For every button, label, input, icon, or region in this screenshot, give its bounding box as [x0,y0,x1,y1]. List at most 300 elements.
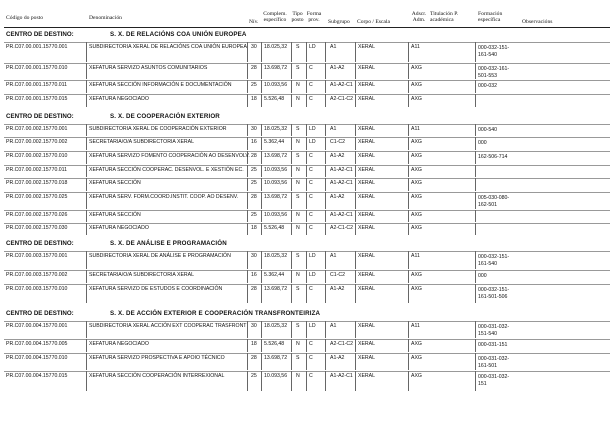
header-adscricion: Adscr. Adm. [411,11,427,24]
cell-nivel: 16 [251,272,257,278]
cell-nivel: 28 [251,286,257,292]
column-divider [355,321,356,338]
header-codigo: Código do posto [6,15,43,21]
cell-subgrupo: A1-A2-C1 [330,82,353,88]
column-divider [475,178,476,191]
cell-code: PR.C07.00.001.15770.015 [6,96,68,102]
cell-tipo: N [296,139,300,145]
cell-code: PR.C07.00.002.15770.026 [6,212,68,218]
column-divider [261,192,262,209]
cell-corpo: XERAL [358,286,376,292]
cell-subgrupo: A1-A2 [330,194,345,200]
column-divider [247,137,248,150]
cell-nivel: 18 [251,341,257,347]
column-divider [261,165,262,177]
cell-formacion: 000-540 [478,127,498,133]
section-label: CENTRO DE DESTINO: [6,240,74,247]
column-divider [325,223,326,235]
column-divider [86,353,87,370]
column-divider [306,371,307,391]
cell-subgrupo: C1-C2 [330,272,345,278]
cell-adscricion: A11 [411,44,420,50]
column-divider [408,339,409,352]
cell-formacion: 000-032-151-161-540 [478,45,510,58]
cell-code: PR.C07.00.001.15770.010 [6,65,68,71]
column-divider [86,339,87,352]
column-divider [306,223,307,235]
cell-nivel: 28 [251,355,257,361]
header-nivel: Nív. [249,19,259,25]
column-divider [475,210,476,222]
column-divider [355,251,356,269]
cell-nivel: 30 [251,253,257,259]
section-title: S. X. DE ACCIÓN EXTERIOR E COOPERACIÓN TRANSFRONTEIRIZA [110,310,321,317]
column-divider [475,321,476,338]
column-divider [475,94,476,107]
column-divider [355,178,356,191]
cell-tipo: S [296,355,300,361]
header-observacions: Observacións [522,19,553,25]
cell-denominacion: XEFATURA NEGOCIADO [89,225,149,231]
row-separator [4,210,610,211]
cell-corpo: XERAL [358,225,376,231]
column-divider [86,42,87,62]
cell-complemento: 10.093,56 [264,167,288,173]
cell-corpo: XERAL [358,180,376,186]
cell-subgrupo: A1-A2-C1 [330,180,353,186]
column-divider [291,42,292,62]
cell-forma: C [309,167,313,173]
row-separator [4,124,610,125]
cell-adscricion: AXG [411,341,422,347]
column-divider [291,321,292,338]
cell-complemento: 13.698,72 [264,65,288,71]
header-tipo: Tipo posto [291,11,304,24]
cell-tipo: N [296,272,300,278]
header-titulacion: Titulación P. académica [430,11,459,24]
cell-forma: LD [309,253,316,259]
column-divider [475,80,476,93]
cell-code: PR.C07.00.003.15770.010 [6,286,68,292]
cell-denominacion: XEFATURA SECCIÓN COOPERACIÓN INTERREXIONAL [89,373,225,379]
cell-complemento: 18.025,32 [264,253,288,259]
cell-code: PR.C07.00.002.15770.001 [6,126,68,132]
header-rule [4,27,610,28]
cell-subgrupo: A1 [330,323,337,329]
cell-formacion: 000-032-151-161-540 [478,254,510,267]
cell-forma: C [309,286,313,292]
column-divider [355,192,356,209]
cell-complemento: 13.698,72 [264,153,288,159]
column-divider [86,165,87,177]
row-separator [4,223,610,224]
cell-complemento: 10.093,56 [264,373,288,379]
column-divider [306,210,307,222]
cell-formacion: 000 [478,140,487,146]
column-divider [86,124,87,136]
cell-formacion: 000-031-032-161-501 [478,356,510,369]
cell-complemento: 5.526,48 [264,341,285,347]
column-divider [306,192,307,209]
cell-adscricion: AXG [411,212,422,218]
column-divider [291,137,292,150]
column-divider [247,210,248,222]
column-divider [325,339,326,352]
cell-subgrupo: A1 [330,44,337,50]
column-divider [475,151,476,164]
cell-complemento: 18.025,32 [264,44,288,50]
column-divider [325,80,326,93]
cell-corpo: XERAL [358,82,376,88]
cell-adscricion: AXG [411,82,422,88]
row-separator [4,178,610,179]
cell-nivel: 18 [251,225,257,231]
cell-forma: LD [309,272,316,278]
column-divider [408,192,409,209]
column-divider [247,124,248,136]
column-divider [86,137,87,150]
column-divider [355,371,356,391]
row-separator [4,42,610,43]
column-divider [325,165,326,177]
cell-corpo: XERAL [358,355,376,361]
column-divider [325,94,326,107]
column-divider [306,178,307,191]
cell-adscricion: AXG [411,286,422,292]
cell-forma: LD [309,323,316,329]
column-divider [291,284,292,303]
column-divider [306,165,307,177]
cell-subgrupo: C1-C2 [330,139,345,145]
cell-corpo: XERAL [358,65,376,71]
row-separator [4,192,610,193]
cell-complemento: 18.025,32 [264,323,288,329]
cell-corpo: XERAL [358,212,376,218]
cell-adscricion: AXG [411,153,422,159]
cell-tipo: S [296,253,300,259]
cell-forma: C [309,65,313,71]
column-divider [261,339,262,352]
column-divider [86,210,87,222]
cell-adscricion: AXG [411,373,422,379]
cell-forma: C [309,194,313,200]
cell-corpo: XERAL [358,373,376,379]
cell-forma: C [309,180,313,186]
cell-forma: C [309,96,313,102]
column-divider [306,353,307,370]
column-divider [261,42,262,62]
cell-subgrupo: A2-C1-C2 [330,96,354,102]
column-divider [247,371,248,391]
cell-nivel: 28 [251,153,257,159]
row-separator [4,371,610,372]
column-divider [261,94,262,107]
cell-corpo: XERAL [358,96,376,102]
cell-tipo: N [296,225,300,231]
cell-corpo: XERAL [358,167,376,173]
cell-subgrupo: A1 [330,126,337,132]
column-divider [408,63,409,79]
column-divider [475,192,476,209]
cell-denominacion: SUBDIRECTORIA XERAL ACCIÓN EXT COOPERAC TRASFRONT [89,323,247,329]
column-divider [261,270,262,283]
column-divider [355,80,356,93]
cell-adscricion: AXG [411,194,422,200]
cell-subgrupo: A1-A2 [330,286,345,292]
cell-denominacion: SECRETARIA/O/A SUBDIRECTORIA XERAL [89,272,195,278]
cell-adscricion: AXG [411,96,422,102]
cell-forma: C [309,355,313,361]
cell-corpo: XERAL [358,323,376,329]
cell-corpo: XERAL [358,194,376,200]
column-divider [408,165,409,177]
cell-forma: LD [309,44,316,50]
cell-tipo: S [296,126,300,132]
cell-tipo: S [296,44,300,50]
column-divider [261,371,262,391]
column-divider [291,124,292,136]
section-title: S. X. DE RELACIÓNS COA UNIÓN EUROPEA [110,31,247,38]
column-divider [325,192,326,209]
section-label: CENTRO DE DESTINO: [6,31,74,38]
cell-formacion: 000-031-032-151-540 [478,324,510,337]
column-divider [261,223,262,235]
cell-adscricion: A11 [411,323,420,329]
cell-nivel: 25 [251,167,257,173]
cell-tipo: S [296,286,300,292]
column-divider [355,137,356,150]
cell-adscricion: AXG [411,272,422,278]
cell-complemento: 13.698,72 [264,286,288,292]
column-divider [247,339,248,352]
column-divider [306,63,307,79]
cell-nivel: 28 [251,65,257,71]
column-divider [408,251,409,269]
row-separator [4,94,610,95]
cell-complemento: 10.093,56 [264,180,288,186]
column-divider [306,80,307,93]
column-divider [355,353,356,370]
cell-subgrupo: A1-A2-C1 [330,167,353,173]
column-divider [291,223,292,235]
column-divider [247,94,248,107]
cell-complemento: 5.526,48 [264,225,285,231]
column-divider [291,80,292,93]
cell-denominacion: SUBDIRECTORIA XERAL DE COOPERACIÓN EXTERIOR [89,126,227,132]
column-divider [306,151,307,164]
cell-code: PR.C07.00.002.15770.018 [6,180,68,186]
column-divider [475,339,476,352]
column-divider [86,178,87,191]
column-divider [408,223,409,235]
cell-denominacion: SUBDIRECTORIA XERAL DE ANÁLISE E PROGRAMACIÓN [89,253,231,259]
cell-code: PR.C07.00.002.15770.002 [6,139,68,145]
column-divider [86,94,87,107]
cell-forma: C [309,82,313,88]
header-forma: Forma prov. [306,11,322,24]
column-divider [86,270,87,283]
column-divider [408,137,409,150]
cell-adscricion: AXG [411,180,422,186]
column-divider [355,284,356,303]
column-divider [325,284,326,303]
cell-nivel: 25 [251,212,257,218]
column-divider [86,80,87,93]
cell-formacion: 162-506-714 [478,154,508,160]
column-divider [475,63,476,79]
column-divider [247,321,248,338]
section-title: S. X. DE COOPERACIÓN EXTERIOR [110,113,220,120]
cell-tipo: N [296,180,300,186]
column-divider [261,210,262,222]
section-title: S. X. DE ANÁLISE E PROGRAMACIÓN [110,240,227,247]
cell-corpo: XERAL [358,272,376,278]
column-divider [355,210,356,222]
column-divider [306,270,307,283]
cell-formacion: 000 [478,273,487,279]
row-separator [4,165,610,166]
column-divider [261,63,262,79]
column-divider [355,270,356,283]
cell-complemento: 13.698,72 [264,355,288,361]
column-divider [261,80,262,93]
cell-forma: C [309,341,313,347]
column-divider [261,321,262,338]
row-separator [4,339,610,340]
cell-denominacion: XEFATURA SERVIZO ASUNTOS COMUNITARIOS [89,65,208,71]
column-divider [325,124,326,136]
column-divider [247,42,248,62]
column-divider [291,353,292,370]
cell-subgrupo: A1 [330,253,337,259]
column-divider [291,63,292,79]
cell-forma: C [309,373,313,379]
header-subgrupo: Subgrupo [328,19,350,25]
cell-tipo: N [296,82,300,88]
cell-nivel: 30 [251,323,257,329]
cell-code: PR.C07.00.004.15770.010 [6,355,68,361]
column-divider [247,165,248,177]
section-label: CENTRO DE DESTINO: [6,310,74,317]
cell-code: PR.C07.00.001.15770.001 [6,44,68,50]
column-divider [306,42,307,62]
header-complemento: Complem. específico [263,11,287,24]
column-divider [325,210,326,222]
column-divider [261,151,262,164]
column-divider [355,165,356,177]
cell-nivel: 25 [251,180,257,186]
cell-corpo: XERAL [358,126,376,132]
column-divider [247,192,248,209]
cell-code: PR.C07.00.003.15770.002 [6,272,68,278]
column-divider [261,137,262,150]
cell-complemento: 10.093,56 [264,212,288,218]
column-divider [306,124,307,136]
column-divider [247,223,248,235]
row-separator [4,63,610,64]
header-formacion: Formación específica [478,11,503,24]
column-divider [408,94,409,107]
cell-denominacion: XEFATURA SECCIÓN [89,212,141,218]
column-divider [325,151,326,164]
cell-subgrupo: A1-A2 [330,153,345,159]
column-divider [408,371,409,391]
cell-tipo: N [296,212,300,218]
cell-forma: C [309,225,313,231]
column-divider [325,178,326,191]
cell-complemento: 5.362,44 [264,272,285,278]
cell-corpo: XERAL [358,253,376,259]
header-corpo: Corpo / Escala [357,19,390,25]
row-separator [4,151,610,152]
column-divider [475,223,476,235]
cell-complemento: 18.025,32 [264,126,288,132]
cell-denominacion: XEFATURA NEGOCIADO [89,341,149,347]
cell-tipo: N [296,341,300,347]
cell-adscricion: AXG [411,65,422,71]
cell-subgrupo: A1-A2 [330,65,345,71]
column-divider [355,124,356,136]
column-divider [408,178,409,191]
column-divider [291,251,292,269]
cell-denominacion: XEFATURA SECCIÓN [89,180,141,186]
column-divider [247,270,248,283]
column-divider [291,151,292,164]
cell-nivel: 16 [251,139,257,145]
cell-denominacion: SECRETARIA/O/A SUBDIRECTORIA XERAL [89,139,195,145]
column-divider [86,223,87,235]
row-separator [4,251,610,252]
column-divider [475,270,476,283]
column-divider [475,165,476,177]
column-divider [306,251,307,269]
cell-code: PR.C07.00.002.15770.030 [6,225,68,231]
column-divider [408,270,409,283]
cell-tipo: N [296,167,300,173]
column-divider [475,124,476,136]
cell-adscricion: A11 [411,253,420,259]
cell-tipo: S [296,194,300,200]
cell-code: PR.C07.00.002.15770.010 [6,153,68,159]
row-separator [4,284,610,285]
cell-formacion: 000-031-032-151 [478,374,510,387]
row-separator [4,270,610,271]
cell-code: PR.C07.00.001.15770.011 [6,82,68,88]
column-divider [86,371,87,391]
column-divider [261,251,262,269]
cell-denominacion: XEFATURA SERV. FORM.COORD.INSTIT. COOP. AO DESENV. [89,194,239,200]
column-divider [306,94,307,107]
cell-formacion: 000-032-161-501-553 [478,66,510,79]
cell-adscricion: AXG [411,139,422,145]
column-divider [247,80,248,93]
column-divider [475,353,476,370]
cell-denominacion: SUBDIRECTORIA XERAL DE RELACIÓNS COA UNIÓN EUROPEA [89,44,247,50]
column-divider [306,321,307,338]
column-divider [261,124,262,136]
column-divider [408,210,409,222]
column-divider [325,137,326,150]
column-divider [325,353,326,370]
column-divider [408,321,409,338]
cell-nivel: 30 [251,44,257,50]
cell-tipo: S [296,65,300,71]
cell-subgrupo: A1-A2 [330,355,345,361]
column-divider [261,353,262,370]
cell-denominacion: XEFATURA SECCIÓN INFORMACIÓN E DOCUMENTACIÓN [89,82,232,88]
cell-subgrupo: A2-C1-C2 [330,225,354,231]
column-divider [475,251,476,269]
